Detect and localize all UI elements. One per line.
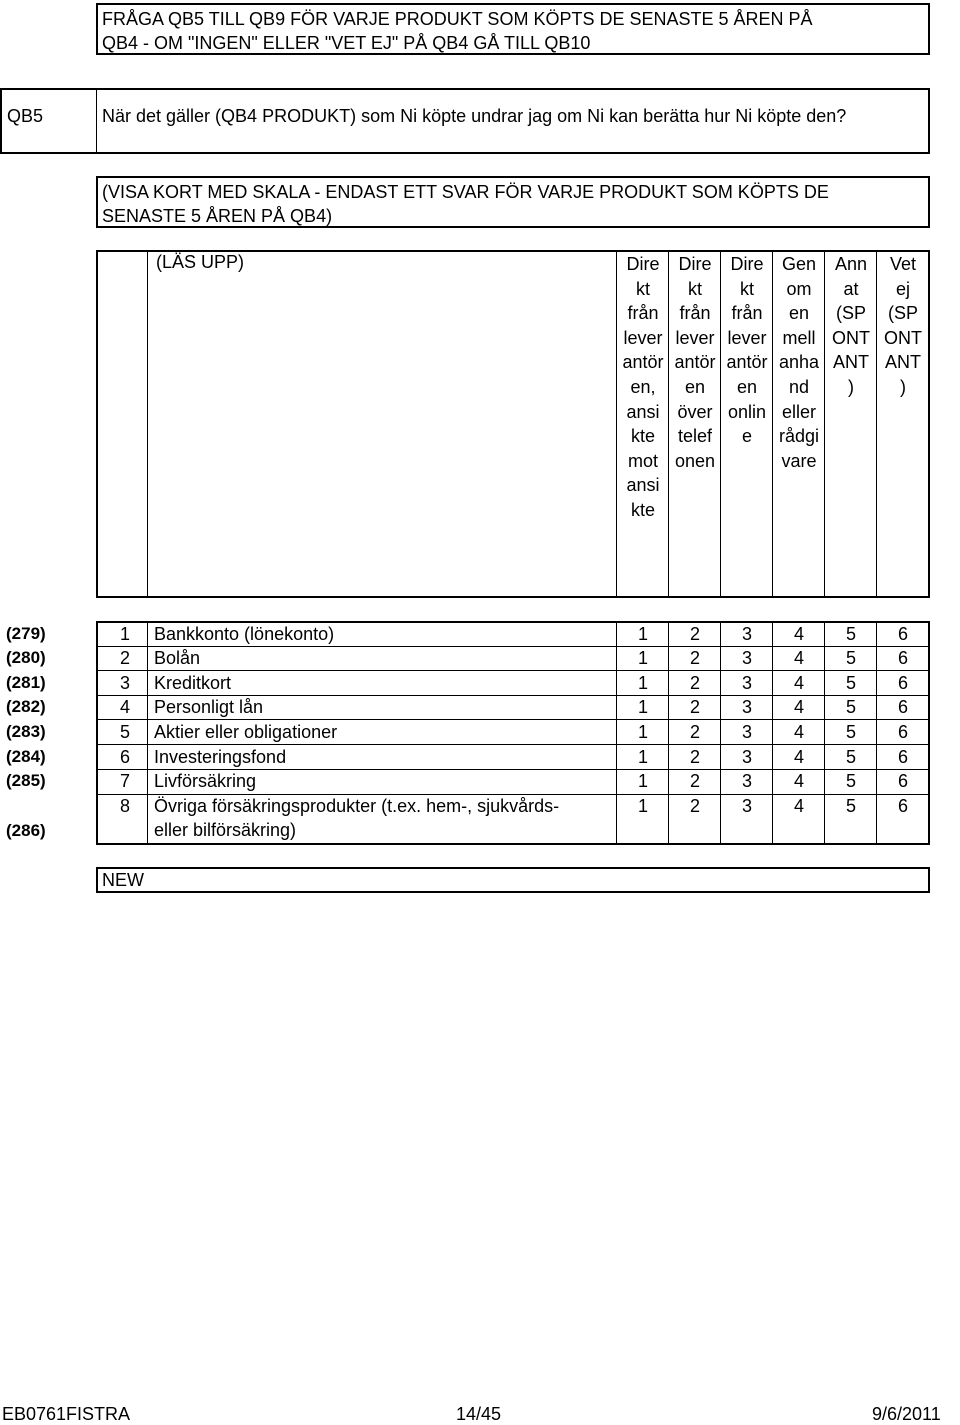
option-5[interactable]: 5 bbox=[845, 747, 856, 767]
option-3[interactable]: 3 bbox=[741, 722, 752, 742]
row-label: Aktier eller obligationer bbox=[154, 722, 338, 742]
option-2[interactable]: 2 bbox=[689, 796, 700, 816]
row-number: 4 bbox=[120, 697, 131, 717]
option-1[interactable]: 1 bbox=[637, 697, 648, 717]
row-code: (283) bbox=[6, 722, 46, 741]
option-6[interactable]: 6 bbox=[897, 747, 908, 767]
row-divider bbox=[96, 646, 930, 647]
row-code: (281) bbox=[6, 673, 46, 692]
question-text: När det gäller (QB4 PRODUKT) som Ni köpte undrar jag om Ni kan berätta hur Ni köpte den? bbox=[102, 106, 847, 126]
column-header-direct-phone: Dire kt från lever antör en över telef onen bbox=[674, 254, 716, 471]
option-1[interactable]: 1 bbox=[637, 648, 648, 668]
row-number: 8 bbox=[120, 796, 131, 816]
show-card-line-1: (VISA KORT MED SKALA - ENDAST ETT SVAR FÖR VARJE PRODUKT SOM KÖPTS DE bbox=[102, 182, 829, 202]
row-label: Investeringsfond bbox=[154, 747, 287, 767]
row-code: (286) bbox=[6, 821, 46, 840]
option-6[interactable]: 6 bbox=[897, 771, 908, 791]
option-1[interactable]: 1 bbox=[637, 722, 648, 742]
new-label: NEW bbox=[102, 870, 144, 890]
option-6[interactable]: 6 bbox=[897, 796, 908, 816]
row-code: (280) bbox=[6, 648, 46, 667]
column-header-dont-know: Vet ej (SP ONT ANT ) bbox=[884, 254, 922, 397]
option-6[interactable]: 6 bbox=[897, 697, 908, 717]
row-number: 1 bbox=[120, 624, 131, 644]
row-divider bbox=[96, 670, 930, 671]
column-header-other: Ann at (SP ONT ANT ) bbox=[832, 254, 870, 397]
option-2[interactable]: 2 bbox=[689, 673, 700, 693]
option-5[interactable]: 5 bbox=[845, 722, 856, 742]
row-number: 2 bbox=[120, 648, 131, 668]
option-3[interactable]: 3 bbox=[741, 771, 752, 791]
row-label-continued: eller bilförsäkring) bbox=[154, 820, 297, 840]
column-header-intermediary: Gen om en mell anha nd eller rådgi vare bbox=[778, 254, 820, 471]
row-divider bbox=[96, 719, 930, 720]
instruction-line-2: QB4 - OM "INGEN" ELLER "VET EJ" PÅ QB4 GÅ TILL QB10 bbox=[102, 33, 591, 53]
footer-page-number: 14/45 bbox=[456, 1404, 502, 1424]
option-6[interactable]: 6 bbox=[897, 722, 908, 742]
option-1[interactable]: 1 bbox=[637, 747, 648, 767]
row-divider bbox=[96, 769, 930, 770]
option-4[interactable]: 4 bbox=[793, 624, 804, 644]
column-header-direct-contact: Dire kt från lever antör en, ansi kte mot ansi kte bbox=[622, 254, 664, 520]
row-label: Kreditkort bbox=[154, 673, 232, 693]
option-5[interactable]: 5 bbox=[845, 697, 856, 717]
column-header-direct-online: Dire kt från lever antör en onlin e bbox=[726, 254, 768, 447]
row-number: 7 bbox=[120, 771, 131, 791]
instruction-line-1: FRÅGA QB5 TILL QB9 FÖR VARJE PRODUKT SOM KÖPTS DE SENASTE 5 ÅREN PÅ bbox=[102, 9, 813, 29]
option-6[interactable]: 6 bbox=[897, 648, 908, 668]
option-4[interactable]: 4 bbox=[793, 697, 804, 717]
option-5[interactable]: 5 bbox=[845, 771, 856, 791]
row-number: 3 bbox=[120, 673, 131, 693]
option-5[interactable]: 5 bbox=[845, 673, 856, 693]
option-3[interactable]: 3 bbox=[741, 796, 752, 816]
header-divider bbox=[147, 250, 148, 598]
show-card-line-2: SENASTE 5 ÅREN PÅ QB4) bbox=[102, 206, 333, 226]
option-6[interactable]: 6 bbox=[897, 673, 908, 693]
row-label: Bankkonto (lönekonto) bbox=[154, 624, 335, 644]
option-3[interactable]: 3 bbox=[741, 673, 752, 693]
footer-doc-id: EB0761FISTRA bbox=[2, 1404, 131, 1424]
row-code: (285) bbox=[6, 771, 46, 790]
option-1[interactable]: 1 bbox=[637, 673, 648, 693]
show-card-box bbox=[96, 176, 930, 228]
option-3[interactable]: 3 bbox=[741, 697, 752, 717]
option-1[interactable]: 1 bbox=[637, 771, 648, 791]
option-4[interactable]: 4 bbox=[793, 673, 804, 693]
row-divider bbox=[96, 744, 930, 745]
row-code: (282) bbox=[6, 697, 46, 716]
row-divider bbox=[96, 794, 930, 795]
row-label: Personligt lån bbox=[154, 697, 264, 717]
option-5[interactable]: 5 bbox=[845, 648, 856, 668]
read-out-label: (LÄS UPP) bbox=[156, 252, 245, 272]
row-code: (279) bbox=[6, 624, 46, 643]
option-4[interactable]: 4 bbox=[793, 796, 804, 816]
row-code: (284) bbox=[6, 747, 46, 766]
question-code: QB5 bbox=[7, 106, 44, 126]
option-5[interactable]: 5 bbox=[845, 624, 856, 644]
row-divider bbox=[96, 695, 930, 696]
row-number: 6 bbox=[120, 747, 131, 767]
option-3[interactable]: 3 bbox=[741, 624, 752, 644]
question-divider bbox=[96, 90, 97, 152]
row-label: Livförsäkring bbox=[154, 771, 257, 791]
option-2[interactable]: 2 bbox=[689, 697, 700, 717]
option-5[interactable]: 5 bbox=[845, 796, 856, 816]
option-3[interactable]: 3 bbox=[741, 747, 752, 767]
option-1[interactable]: 1 bbox=[637, 624, 648, 644]
option-4[interactable]: 4 bbox=[793, 747, 804, 767]
option-2[interactable]: 2 bbox=[689, 722, 700, 742]
new-box bbox=[96, 867, 930, 893]
row-number: 5 bbox=[120, 722, 131, 742]
option-1[interactable]: 1 bbox=[637, 796, 648, 816]
option-2[interactable]: 2 bbox=[689, 747, 700, 767]
table-divider bbox=[147, 621, 148, 845]
option-2[interactable]: 2 bbox=[689, 648, 700, 668]
option-4[interactable]: 4 bbox=[793, 771, 804, 791]
option-2[interactable]: 2 bbox=[689, 624, 700, 644]
option-2[interactable]: 2 bbox=[689, 771, 700, 791]
option-4[interactable]: 4 bbox=[793, 722, 804, 742]
option-4[interactable]: 4 bbox=[793, 648, 804, 668]
row-label: Bolån bbox=[154, 648, 201, 668]
row-label: Övriga försäkringsprodukter (t.ex. hem-, sjukvårds- bbox=[154, 796, 560, 816]
question-box bbox=[0, 88, 930, 154]
instruction-box bbox=[96, 3, 930, 55]
option-3[interactable]: 3 bbox=[741, 648, 752, 668]
option-6[interactable]: 6 bbox=[897, 624, 908, 644]
footer-date: 9/6/2011 bbox=[872, 1404, 941, 1424]
